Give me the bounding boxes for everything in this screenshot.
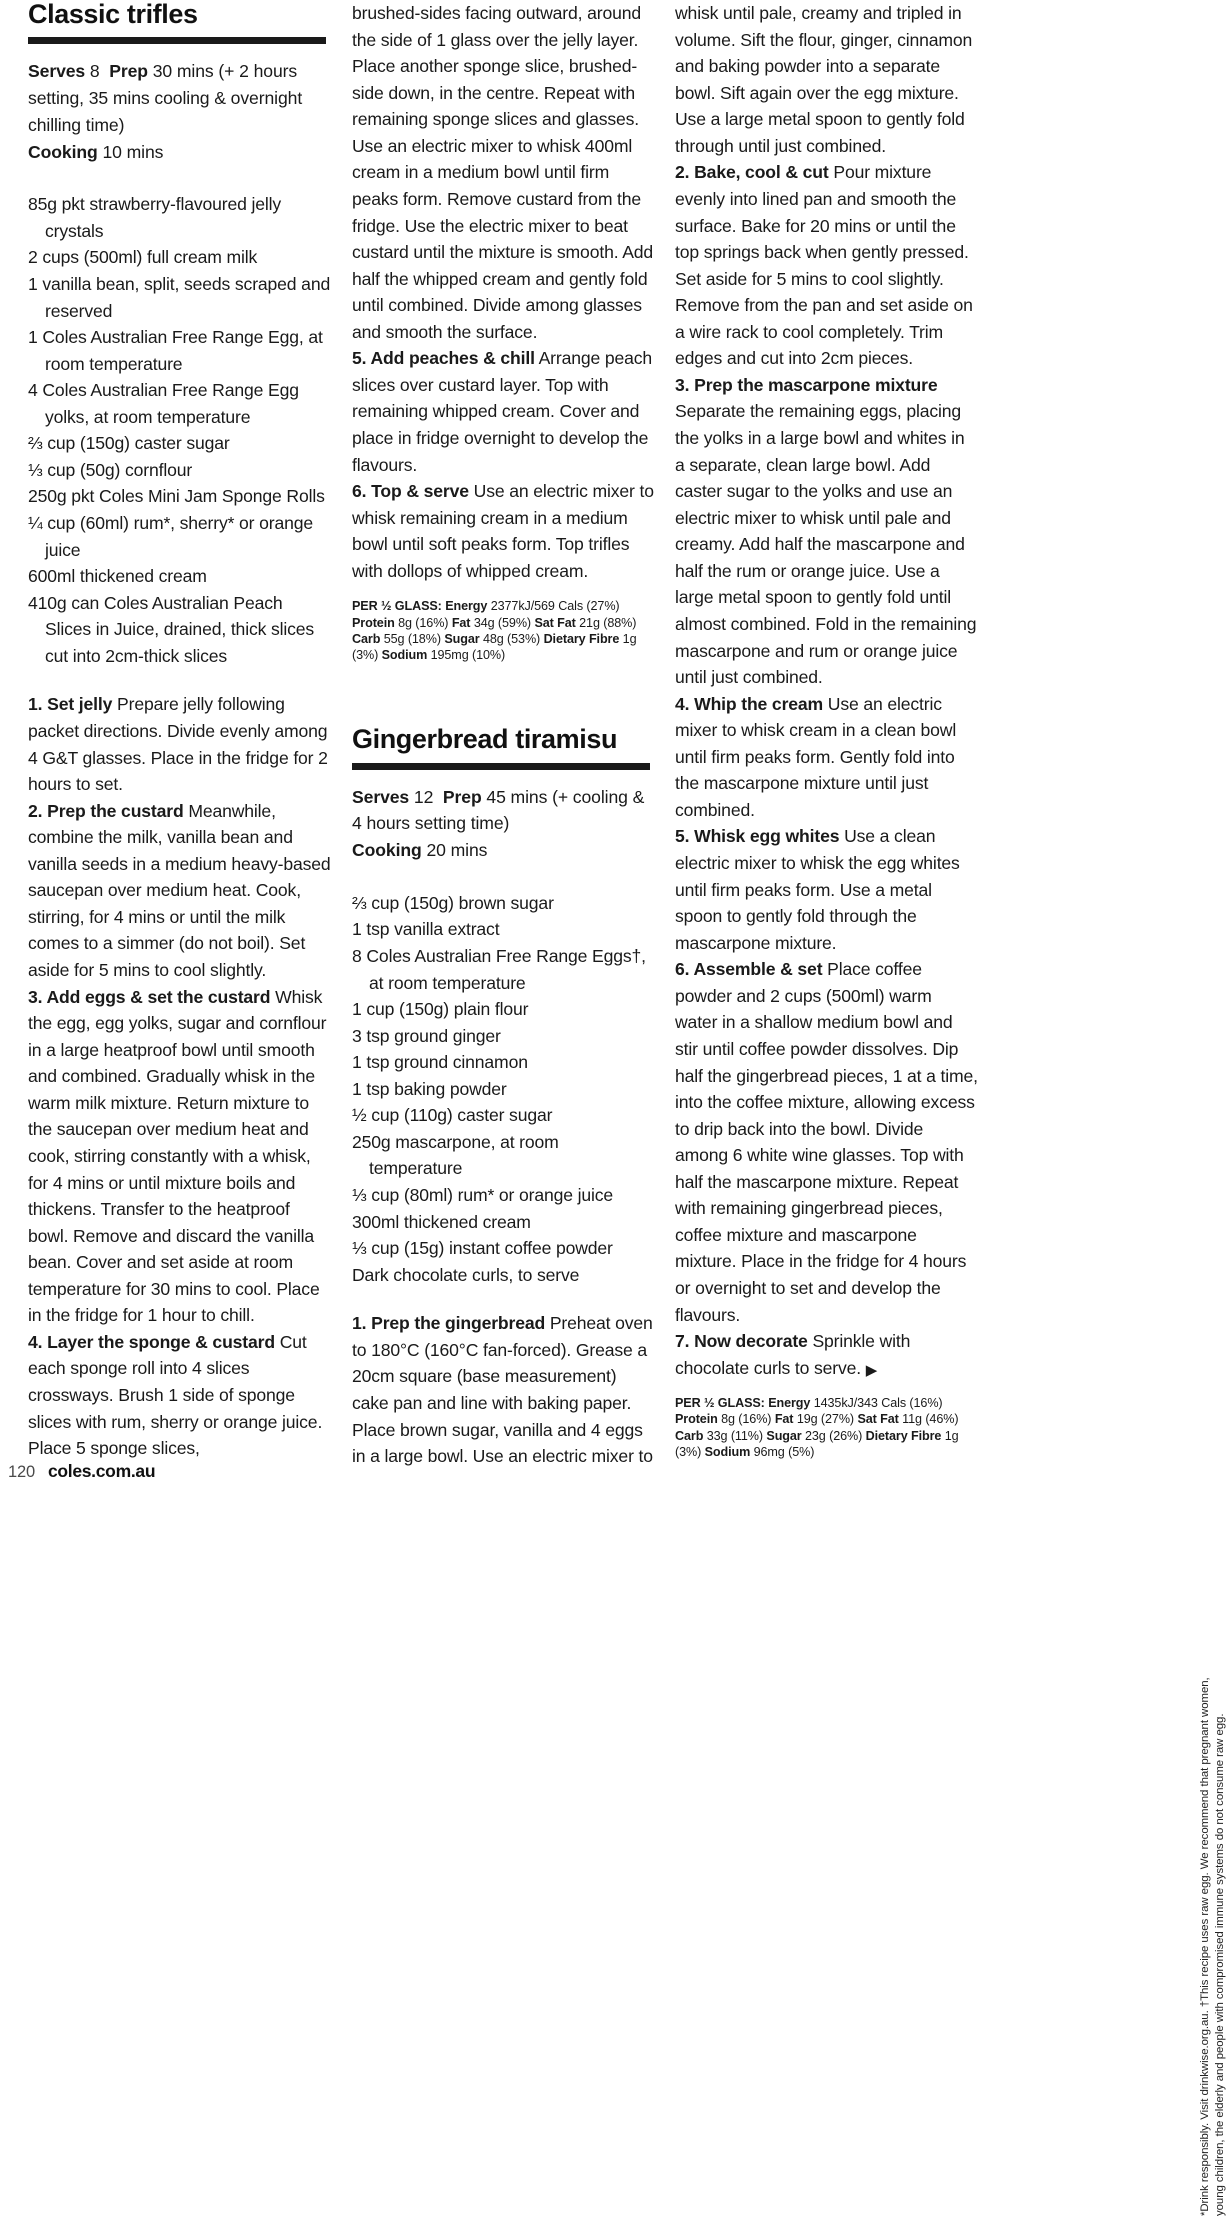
nutrition-value: 1g (3%) xyxy=(675,1428,959,1459)
method-step xyxy=(352,1310,655,1469)
ingredient-item: Dark chocolate curls, to serve xyxy=(352,1264,580,1285)
step-body: Arrange peach slices over custard layer. Top with remaining whipped cream. Cover and place in fridge overnight to develop the flavours. xyxy=(352,348,653,475)
step-body: Preheat oven to 180°C (160°C fan-forced). Grease a 20cm square (base measurement) cake pan and line with baking paper. Place brown sugar, vanilla and 4 eggs in a large bowl. Use an electric mixer to xyxy=(352,1313,653,1467)
step-body: Whisk the egg, egg yolks, sugar and cornflour in a large heatproof bowl until smooth and combined. Gradually whisk in the warm milk mixture. Return mixture to the saucepan over medium heat and cook, stirring constantly with a whisk, for 4 mins or until mixture boils and thickens. Transfer to the heatproof bowl. Remove and discard the vanilla bean. Cover and set aside at room temperature for 30 mins to cool. Place in the fridge for 1 hour to chill. xyxy=(28,986,327,1326)
method-step xyxy=(675,956,978,1328)
nutrition-label: Fat xyxy=(774,1412,794,1427)
step-number: 7. xyxy=(675,1331,690,1352)
step-body: Use an electric mixer to whisk cream in a clean bowl until firm peaks form. Gently fold into the mascarpone mixture until just combined. xyxy=(675,693,957,820)
step-number: 3. xyxy=(28,986,43,1007)
nutrition-label: Sodium xyxy=(381,648,428,663)
ingredient-item: ⅓ cup (80ml) rum* or orange juice xyxy=(352,1185,614,1206)
step-body: Separate the remaining eggs, placing the yolks in a large bowl and whites in a separate, clean large bowl. Add caster sugar to the yolks and use an electric mixer to whisk until pale and creamy. Add half the mascarpone and half the rum or orange juice. Use a large metal spoon to gently fold until almost combined. Fold in the remaining mascarpone and rum or orange juice until just combined. xyxy=(675,401,977,688)
step-heading: Whip the cream xyxy=(694,693,824,714)
step-heading: Now decorate xyxy=(694,1331,808,1352)
nutrition-value: 48g (53%) xyxy=(482,631,541,646)
method-step xyxy=(352,478,655,584)
method-step xyxy=(28,691,331,797)
side-legal-line-2: young children, the elderly and people with compromised immune systems do not consume raw egg. xyxy=(1214,1713,1227,2216)
step-number: 2. xyxy=(28,800,43,821)
serves-value: 12 xyxy=(413,786,434,807)
ingredient-item: 8 Coles Australian Free Range Eggs†, at room temperature xyxy=(352,945,646,993)
step-number: 6. xyxy=(352,481,367,502)
step-number: 1. xyxy=(28,694,43,715)
title-rule xyxy=(28,37,326,44)
ingredient-item: 410g can Coles Australian Peach Slices in Juice, drained, thick slices cut into 2cm-thick slices xyxy=(28,592,315,666)
step-body: Prepare jelly following packet directions. Divide evenly among 4 G&T glasses. Place in the fridge for 2 hours to set. xyxy=(28,694,328,795)
nutrition-value: 1g (3%) xyxy=(352,631,637,663)
serves-label: Serves xyxy=(28,61,86,82)
nutrition-value: 34g (59%) xyxy=(473,615,532,630)
nutrition-value: 55g (18%) xyxy=(383,631,441,646)
nutrition-per-label: PER ½ GLASS: xyxy=(675,1396,765,1411)
nutrition-value: 11g (46%) xyxy=(902,1412,959,1427)
site-url: coles.com.au xyxy=(47,1461,156,1481)
nutrition-per-label: PER ½ GLASS: xyxy=(352,599,442,614)
prep-label: Prep xyxy=(109,61,148,82)
nutrition-label: Dietary Fibre xyxy=(865,1428,942,1443)
page-title-gingerbread-tiramisu: Gingerbread tiramisu xyxy=(352,724,618,755)
nutrition-value: 96mg (5%) xyxy=(753,1444,815,1459)
nutrition-value: 23g (26%) xyxy=(805,1428,863,1443)
page-footer xyxy=(8,1461,155,1482)
side-legal-line-1: *Drink responsibly. Visit drinkwise.org.au. †This recipe uses raw egg. We recommend that pregnant women, xyxy=(1199,1677,1211,2216)
ingredient-item: 2 cups (500ml) full cream milk xyxy=(28,247,258,268)
nutrition-value: 19g (27%) xyxy=(796,1412,855,1427)
step-body: Use an electric mixer to whisk remaining cream in a medium bowl until soft peaks form. Top trifles with dollops of whipped cream. xyxy=(352,481,654,581)
recipe-meta-classic-trifles xyxy=(28,58,331,165)
nutrition-label: Sat Fat xyxy=(857,1412,899,1427)
nutrition-label: Fat xyxy=(451,615,471,630)
step-body: Pour mixture evenly into lined pan and smooth the surface. Bake for 20 mins or until the top springs back when gently pressed. Set aside for 5 mins to cool slightly. Remove from the pan and set aside on a wire rack to cool completely. Trim edges and cut into 2cm pieces. xyxy=(675,162,973,369)
step-number: 4. xyxy=(675,693,690,714)
method-step xyxy=(675,159,978,372)
nutrition-value: 33g (11%) xyxy=(706,1428,763,1443)
method-list-classic-trifles-part2 xyxy=(352,345,655,584)
title-rule xyxy=(352,763,650,770)
step-number: 6. xyxy=(675,959,690,980)
ingredient-list-classic-trifles xyxy=(28,191,331,669)
serves-value: 8 xyxy=(89,61,100,82)
nutrition-value: 195mg (10%) xyxy=(430,648,506,663)
ingredient-item: ⅓ cup (50g) cornflour xyxy=(28,459,193,480)
nutrition-value: 8g (16%) xyxy=(398,615,449,630)
step-number: 2. xyxy=(675,162,690,183)
method-step xyxy=(675,823,978,956)
ingredient-item: 600ml thickened cream xyxy=(28,566,207,587)
nutrition-value: 21g (88%) xyxy=(579,615,637,630)
method-step xyxy=(28,1329,331,1462)
step-body: Sprinkle with chocolate curls to serve. xyxy=(675,1331,911,1378)
continue-arrow-icon: ▶ xyxy=(865,1361,878,1379)
nutrition-label: Protein xyxy=(352,615,395,630)
section-gap xyxy=(352,663,655,725)
step-number: 5. xyxy=(675,826,690,847)
nutrition-label: Carb xyxy=(352,631,381,646)
cooking-label: Cooking xyxy=(352,840,422,861)
method-step xyxy=(675,372,978,691)
ingredient-item: 1 vanilla bean, split, seeds scraped and reserved xyxy=(28,273,331,321)
step-body: Place coffee powder and 2 cups (500ml) warm water in a shallow medium bowl and stir until coffee powder dissolves. Dip half the gingerbread pieces, 1 at a time, into the coffee mixture, allowing excess to drip back into the bowl. Divide among 6 white wine glasses. Top with half the mascarpone mixture. Repeat with remaining gingerbread pieces, coffee mixture and mascarpone mixture. Place in the fridge for 4 hours or overnight to set and develop the flavours. xyxy=(675,959,978,1325)
ingredient-item: 1 Coles Australian Free Range Egg, at room temperature xyxy=(28,327,323,374)
step-heading: Add eggs & set the custard xyxy=(46,986,271,1007)
nutrition-label: Energy xyxy=(768,1396,811,1411)
step-number: 4. xyxy=(28,1331,43,1352)
step-body: Use a clean electric mixer to whisk the egg whites until firm peaks form. Use a metal spoon to gently fold through the mascarpone mixture. xyxy=(675,826,960,953)
step-heading: Add peaches & chill xyxy=(370,348,535,369)
side-legal-disclaimer xyxy=(1198,1456,1228,2216)
ingredient-item: ¼ cup (60ml) rum*, sherry* or orange juice xyxy=(28,513,314,560)
ingredient-item: 3 tsp ground ginger xyxy=(352,1025,501,1046)
cooking-value: 10 mins xyxy=(102,141,164,162)
ingredient-item: 250g pkt Coles Mini Jam Sponge Rolls xyxy=(28,486,325,507)
ingredient-item: 250g mascarpone, at room temperature xyxy=(352,1131,559,1179)
nutrition-panel-gingerbread-tiramisu xyxy=(675,1395,978,1460)
ingredient-item: ½ cup (110g) caster sugar xyxy=(352,1105,553,1126)
nutrition-label: Sugar xyxy=(444,631,480,646)
recipe-meta-gingerbread-tiramisu xyxy=(352,784,655,864)
step-number: 3. xyxy=(675,374,690,395)
ingredient-item: 1 cup (150g) plain flour xyxy=(352,999,529,1020)
nutrition-label: Sugar xyxy=(766,1428,802,1443)
method-list-classic-trifles-part1 xyxy=(28,691,331,1461)
column-1 xyxy=(28,0,331,1462)
step-heading: Top & serve xyxy=(371,481,469,502)
nutrition-label: Sat Fat xyxy=(534,615,576,630)
step-heading: Prep the mascarpone mixture xyxy=(694,374,938,395)
prep-value: 30 mins (+ 2 hours setting, 35 mins cooling & overnight chilling time) xyxy=(28,61,303,135)
method-step xyxy=(675,1328,978,1381)
ingredient-item: 300ml thickened cream xyxy=(352,1211,531,1232)
nutrition-label: Carb xyxy=(675,1428,704,1443)
step-number: 5. xyxy=(352,348,367,369)
method-step xyxy=(352,345,655,478)
ingredient-item: 1 tsp baking powder xyxy=(352,1078,507,1099)
cooking-label: Cooking xyxy=(28,141,98,162)
nutrition-panel-classic-trifles xyxy=(352,598,655,663)
step-body: Meanwhile, combine the milk, vanilla bean and vanilla seeds in a medium heavy-based saucepan over medium heat. Cook, stirring, for 4 mins or until the milk comes to a simmer (do not boil). Set aside for 5 mins to cool slightly. xyxy=(28,800,331,981)
nutrition-value: 1435kJ/343 Cals (16%) xyxy=(813,1396,943,1411)
ingredient-list-gingerbread-tiramisu xyxy=(352,890,655,1288)
nutrition-label: Protein xyxy=(675,1412,718,1427)
nutrition-label: Dietary Fibre xyxy=(543,631,620,646)
prep-label: Prep xyxy=(442,786,482,807)
step-heading: Whisk egg whites xyxy=(694,826,840,847)
method-step xyxy=(28,798,331,984)
page-title-classic-trifles: Classic trifles xyxy=(28,0,198,29)
nutrition-value: 8g (16%) xyxy=(721,1412,772,1427)
method-continuation-col3: whisk until pale, creamy and tripled in volume. Sift the flour, ginger, cinnamon and baking powder into a separate bowl. Sift again over the egg mixture. Use a large metal spoon to gently fold through until just combined. xyxy=(675,3,973,156)
step-heading: Set jelly xyxy=(47,694,113,715)
method-step xyxy=(28,984,331,1329)
nutrition-label: Energy xyxy=(445,599,488,614)
step-heading: Prep the custard xyxy=(47,800,184,821)
serves-label: Serves xyxy=(352,786,410,807)
nutrition-value: 2377kJ/569 Cals (27%) xyxy=(490,599,620,614)
method-continuation-col2: brushed-sides facing outward, around the side of 1 glass over the jelly layer. Place another sponge slice, brushed-side down, in the centre. Repeat with remaining sponge slices and glasses. Use an electric mixer to whisk 400ml cream in a medium bowl until firm peaks form. Remove custard from the fridge. Use the electric mixer to beat custard until the mixture is smooth. Add half the whipped cream and gently fold until combined. Divide among glasses and smooth the surface. xyxy=(352,3,654,342)
step-number: 1. xyxy=(352,1313,367,1334)
ingredient-item: 1 tsp ground cinnamon xyxy=(352,1052,528,1073)
step-heading: Prep the gingerbread xyxy=(371,1313,546,1334)
nutrition-label: Sodium xyxy=(704,1444,751,1459)
step-body: Cut each sponge roll into 4 slices crossways. Brush 1 side of sponge slices with rum, sherry or orange juice. Place 5 sponge slices, xyxy=(28,1331,323,1459)
method-step xyxy=(675,691,978,824)
ingredient-item: 85g pkt strawberry-flavoured jelly crystals xyxy=(28,194,282,241)
column-3 xyxy=(675,0,978,1460)
step-heading: Layer the sponge & custard xyxy=(47,1331,275,1352)
step-heading: Assemble & set xyxy=(693,959,823,980)
page-number: 120 xyxy=(8,1463,35,1481)
step-heading: Bake, cool & cut xyxy=(694,162,829,183)
method-list-gingerbread-part1 xyxy=(352,1310,655,1469)
ingredient-item: ⅔ cup (150g) brown sugar xyxy=(352,892,554,913)
ingredient-item: 1 tsp vanilla extract xyxy=(352,919,500,940)
ingredient-item: 4 Coles Australian Free Range Egg yolks, at room temperature xyxy=(28,380,299,427)
ingredient-item: ⅔ cup (150g) caster sugar xyxy=(28,433,230,454)
column-2 xyxy=(352,0,655,1470)
prep-value: 45 mins (+ cooling & 4 hours setting time) xyxy=(352,786,645,834)
method-list-gingerbread-part2 xyxy=(675,159,978,1381)
ingredient-item: ⅓ cup (15g) instant coffee powder xyxy=(352,1238,613,1259)
cooking-value: 20 mins xyxy=(426,840,488,861)
